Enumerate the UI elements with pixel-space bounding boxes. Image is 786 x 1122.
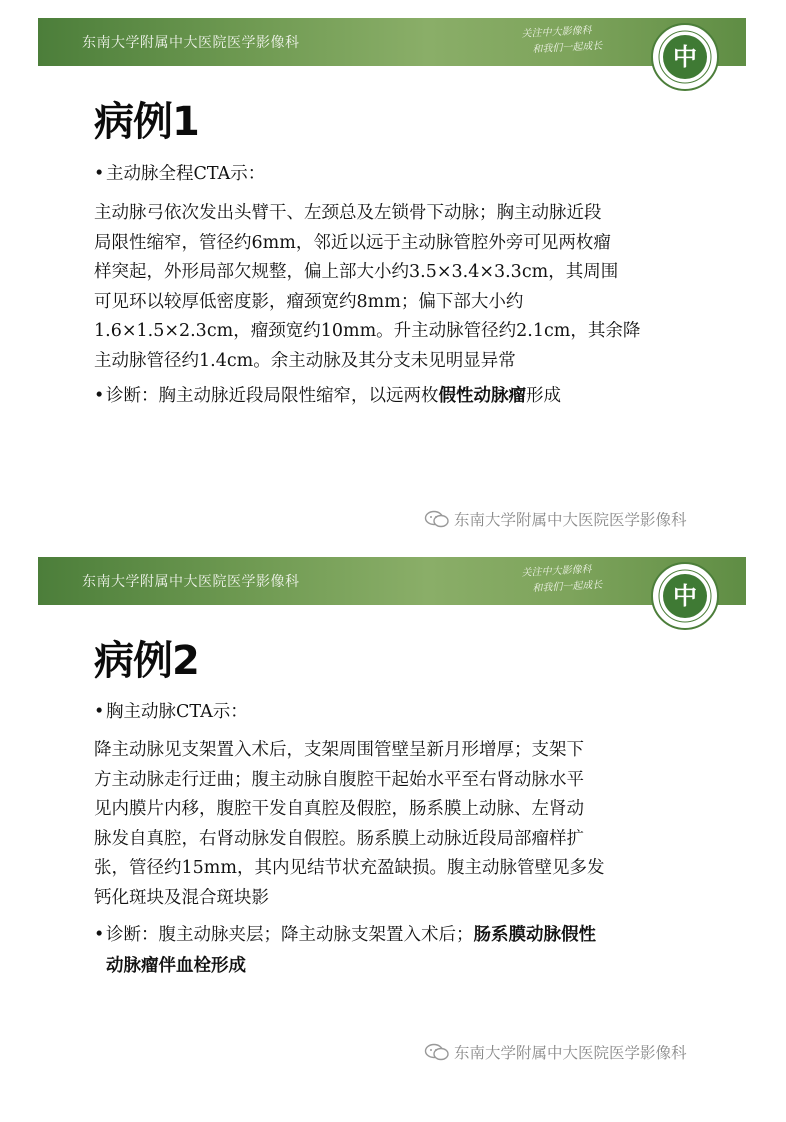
bullet-heading: [94, 160, 265, 189]
slide-2: [38, 557, 746, 1079]
paragraph-line: 张，管径约15mm，其内见结节状充盈缺损。腹主动脉管壁见多发: [94, 858, 605, 879]
motto-line-2: 和我们一起成长: [532, 579, 603, 595]
paragraph-line: 方主动脉走行迂曲；腹主动脉自腹腔干起始水平至右肾动脉水平: [94, 769, 584, 790]
watermark: [424, 508, 687, 530]
paragraph-line: 见内膜片内移，腹腔干发自真腔及假腔，肠系膜上动脉、左肾动: [94, 799, 584, 820]
diagnosis-prefix: 诊断：腹主动脉夹层；降主动脉支架置入术后；: [106, 925, 474, 945]
motto-line-2: 和我们一起成长: [532, 40, 603, 56]
diagnosis-bold: 假性动脉瘤: [438, 386, 526, 406]
bullet-dot-icon: •: [94, 702, 105, 722]
motto-line-1: 关注中大影像科: [521, 564, 592, 579]
wechat-icon: [424, 510, 450, 528]
paragraph-line: 1.6×1.5×2.3cm，瘤颈宽约10mm。升主动脉管径约2.1cm，其余降: [94, 321, 641, 342]
paragraph-line: 局限性缩窄，管径约6mm，邻近以远于主动脉管腔外旁可见两枚瘤: [94, 232, 611, 253]
paragraph-line: 降主动脉见支架置入术后，支架周围管壁呈新月形增厚；支架下: [94, 740, 584, 760]
header-banner: [38, 18, 746, 66]
diagnosis-prefix: 诊断：胸主动脉近段局限性缩窄，以远两枚: [106, 386, 439, 406]
bullet-heading: [94, 698, 248, 727]
bullet-dot-icon: •: [94, 386, 105, 406]
paragraph-line: 可见环以较厚低密度影，瘤颈宽约8mm；偏下部大小约: [94, 291, 524, 312]
banner-institution: 东南大学附属中大医院医学影像科: [82, 35, 300, 51]
paragraph-line: 主动脉管径约1.4cm。余主动脉及其分支未见明显异常: [94, 350, 516, 371]
bullet-dot-icon: •: [94, 164, 105, 184]
bullet-heading-text: 主动脉全程CTA示：: [106, 164, 266, 184]
paragraph-line: 样突起，外形局部欠规整，偏上部大小约3.5×3.4×3.3cm，其周围: [94, 262, 619, 283]
watermark-text: 东南大学附属中大医院医学影像科: [454, 1044, 687, 1062]
banner-institution: 东南大学附属中大医院医学影像科: [82, 574, 300, 590]
slide-1: [38, 18, 746, 540]
header-banner: [38, 557, 746, 605]
diagnosis-suffix: 形成: [526, 386, 561, 406]
logo-glyph: 中: [673, 582, 697, 610]
banner-motto: [521, 560, 633, 598]
diagnosis: [94, 920, 714, 982]
diagnosis-bold-line-2: 动脉瘤伴血栓形成: [106, 956, 246, 976]
bullet-dot-icon: •: [94, 925, 105, 945]
watermark: [424, 1041, 687, 1063]
case-title: 病例2: [94, 638, 199, 684]
paragraph-line: 钙化斑块及混合斑块影: [94, 887, 269, 908]
motto-line-1: 关注中大影像科: [521, 25, 592, 40]
watermark-text: 东南大学附属中大医院医学影像科: [454, 511, 687, 529]
logo-glyph: 中: [673, 43, 697, 71]
findings-paragraph: [94, 736, 714, 914]
diagnosis: [94, 381, 714, 412]
case-title: 病例1: [94, 99, 199, 145]
bullet-heading-text: 胸主动脉CTA示：: [106, 702, 248, 722]
wechat-icon: [424, 1043, 450, 1061]
banner-motto: [521, 21, 633, 59]
paragraph-line: 脉发自真腔，右肾动脉发自假腔。肠系膜上动脉近段局部瘤样扩: [94, 828, 584, 849]
diagnosis-bold: 肠系膜动脉假性: [473, 925, 596, 945]
paragraph-line: 主动脉弓依次发出头臂干、左颈总及左锁骨下动脉；胸主动脉近段: [94, 203, 602, 223]
hospital-logo-icon: [650, 561, 720, 631]
hospital-logo-icon: [650, 22, 720, 92]
findings-paragraph: [94, 199, 714, 377]
